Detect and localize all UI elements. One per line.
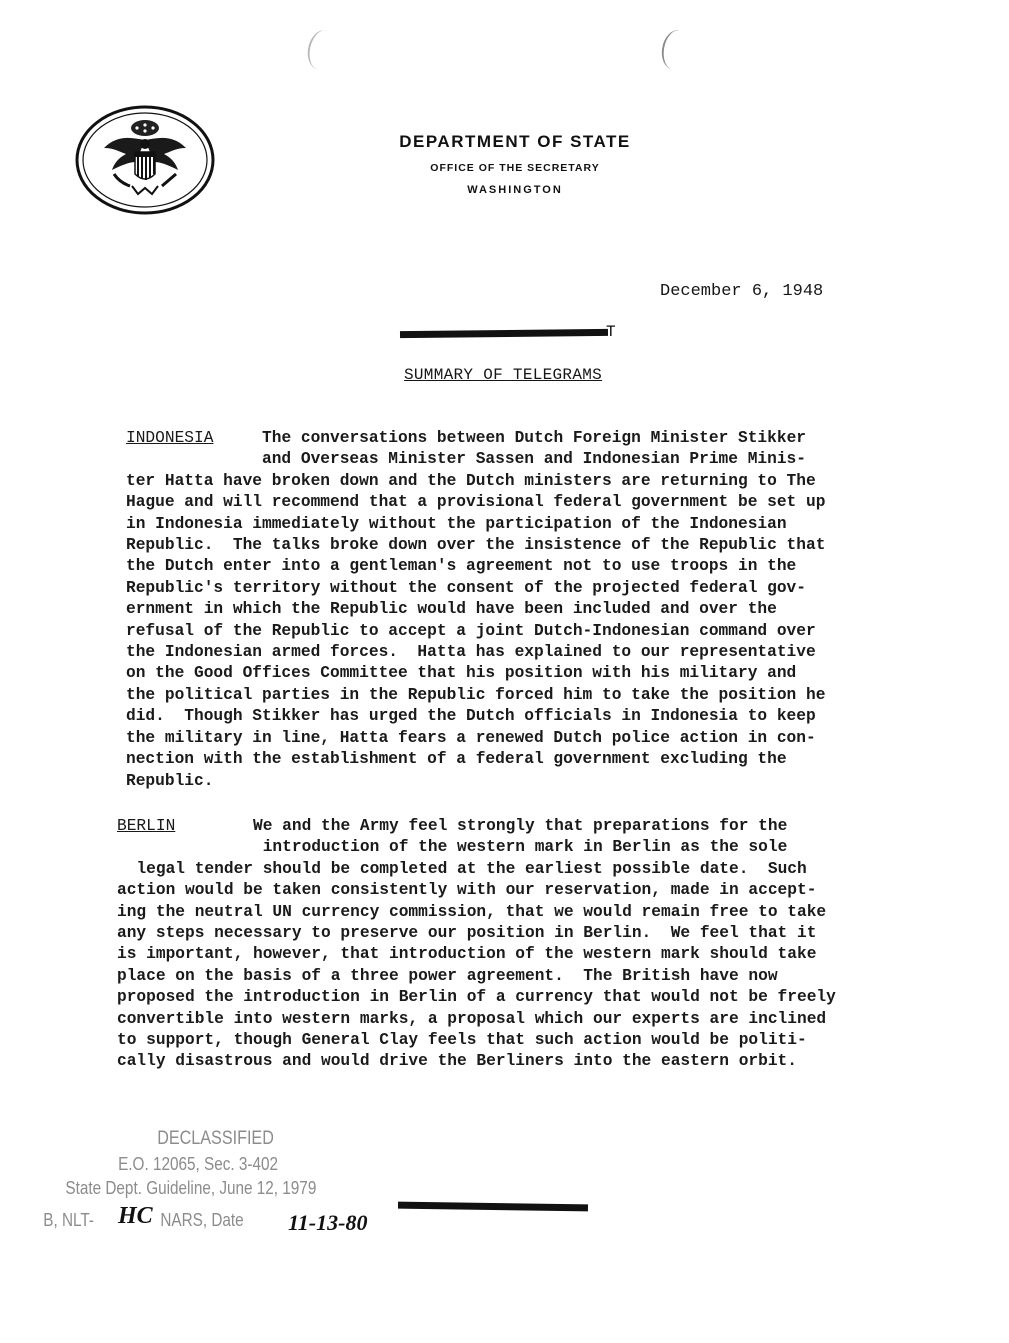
section-heading: INDONESIA [126, 429, 214, 447]
section-line: The conversations between Dutch Foreign Minister Stikker [262, 429, 807, 447]
department-seal-icon [74, 104, 216, 216]
declassification-date: 11-13-80 [288, 1210, 368, 1235]
section-line: Republic. [126, 771, 214, 790]
section-line: is important, however, that introduction of the western mark should take [117, 945, 817, 964]
section-line: any steps necessary to preserve our position in Berlin. We feel that it [117, 924, 817, 943]
section-line: We and the Army feel strongly that preparations for the [253, 817, 788, 835]
section-line: refusal of the Republic to accept a joint Dutch-Indonesian command over [126, 621, 816, 640]
stamp-line: DECLASSIFIED [157, 1128, 274, 1149]
section-line: Republic's territory without the consent of the projected federal gov- [126, 578, 806, 597]
section-line: place on the basis of a three power agreement. The British have now [117, 966, 778, 985]
letterhead [340, 132, 690, 196]
section-line: the Indonesian armed forces. Hatta has explained to our representative [126, 643, 816, 662]
stamp-line-mid: NARS, Date [160, 1210, 244, 1230]
redacted-classification-top [400, 329, 608, 338]
section-indonesia [126, 428, 825, 792]
stamp-line-prefix: B, NLT- [43, 1210, 95, 1230]
document-title: SUMMARY OF TELEGRAMS [404, 366, 603, 384]
document-date: December 6, 1948 [660, 282, 824, 301]
section-line: ernment in which the Republic would have been included and over the [126, 600, 777, 619]
section-line: action would be taken consistently with our reservation, made in accept- [117, 881, 817, 900]
office-city: WASHINGTON [467, 184, 563, 196]
section-line: on the Good Offices Committee that his position with his military and [126, 664, 797, 683]
section-line: did. Though Stikker has urged the Dutch officials in Indonesia to keep [126, 707, 816, 726]
stamp-line: State Dept. Guideline, June 12, 1979 [65, 1178, 317, 1198]
section-line: ter Hatta have broken down and the Dutch ministers are returning to The [126, 471, 816, 490]
section-line: legal tender should be completed at the earliest possible date. Such [136, 859, 807, 878]
section-line: to support, though General Clay feels that such action would be politi- [117, 1031, 807, 1050]
section-heading: BERLIN [117, 817, 176, 835]
office-name: OFFICE OF THE SECRETARY [430, 162, 600, 174]
section-line: convertible into western marks, a proposal which our experts are inclined [117, 1009, 827, 1028]
section-line: Hague and will recommend that a provisional federal government be set up [126, 493, 826, 512]
section-line-indent [117, 838, 263, 856]
classification-marking [606, 323, 618, 341]
section-line: Republic. The talks broke down over the insistence of the Republic that [126, 536, 826, 555]
department-name: DEPARTMENT OF STATE [399, 132, 631, 151]
redacted-classification-bottom [398, 1202, 588, 1212]
section-line: the military in line, Hatta fears a renewed Dutch police action in con- [126, 728, 816, 747]
stamp-line: E.O. 12065, Sec. 3-402 [118, 1154, 279, 1174]
section-line: the Dutch enter into a gentleman's agreement not to use troops in the [126, 557, 797, 576]
section-line: introduction of the western mark in Berlin as the sole [262, 838, 788, 857]
section-line-indent [117, 860, 136, 878]
punch-hole-left [304, 28, 340, 73]
punch-hole-right [659, 28, 694, 72]
section-line: in Indonesia immediately without the participation of the Indonesian [126, 514, 787, 533]
section-line: cally disastrous and would drive the Berliners into the eastern orbit. [117, 1052, 797, 1071]
section-line: and Overseas Minister Sassen and Indonesian Prime Minis- [262, 450, 806, 469]
section-line: nection with the establishment of a federal government excluding the [126, 750, 787, 769]
section-line: the political parties in the Republic forced him to take the position he [126, 685, 826, 704]
section-line: ing the neutral UN currency commission, that we would remain free to take [117, 902, 827, 921]
section-line: proposed the introduction in Berlin of a currency that would not be freely [117, 988, 836, 1007]
section-line-indent [126, 450, 262, 468]
declassifier-initials: HC [118, 1203, 153, 1229]
section-berlin [117, 816, 836, 1073]
classification-visible-letter: T [606, 323, 618, 341]
